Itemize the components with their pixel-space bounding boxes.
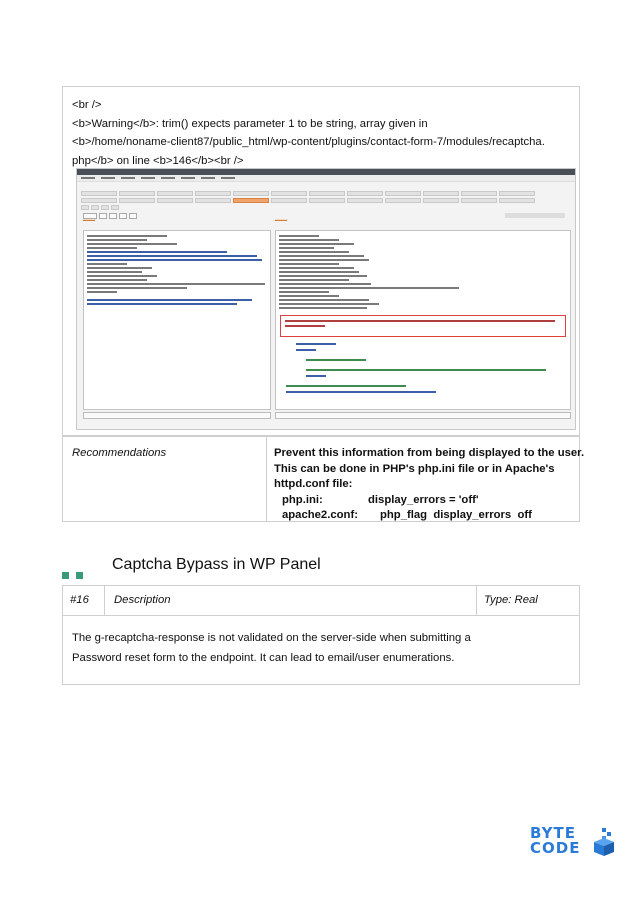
tool-tabs-row-1 <box>81 183 571 189</box>
error-line: <b>/home/noname-client87/public_html/wp-content/plugins/contact-form-7/modules/recaptcha. <box>72 136 545 148</box>
config-value: php_flag display_errors off <box>380 509 532 522</box>
bytecode-logo <box>530 826 620 862</box>
request-pane <box>83 230 271 410</box>
config-key: apache2.conf: <box>282 509 358 522</box>
burp-screenshot <box>76 168 576 430</box>
request-search <box>83 412 271 419</box>
recommendations-label: Recommendations <box>72 447 167 459</box>
table-divider <box>62 615 580 616</box>
logo-text: BYTE CODE <box>530 824 581 857</box>
recommendations-text <box>274 446 585 524</box>
square-icon <box>76 572 83 579</box>
config-line-php-ini <box>274 493 574 509</box>
description-line: Password reset form to the endpoint. It can lead to email/user enumerations. <box>72 652 455 664</box>
config-line-apache <box>274 508 574 524</box>
finding-type: Type: Real <box>484 594 538 606</box>
menu-bar <box>77 175 575 182</box>
repeater-tabs <box>81 197 121 203</box>
response-search <box>275 412 571 419</box>
table-divider <box>476 585 477 615</box>
request-pane-title: ▬▬▬ <box>83 217 95 222</box>
error-line: <b>Warning</b>: trim() expects parameter 1 to be string, array given in <box>72 117 428 130</box>
table-divider <box>266 436 267 522</box>
error-line: php</b> on line <b>146</b><br /> <box>72 154 244 167</box>
description-header: Description <box>114 594 171 606</box>
config-key: php.ini: <box>282 493 323 506</box>
tool-tabs-row-2 <box>81 190 571 196</box>
logo-cube-icon <box>592 828 614 856</box>
config-value: display_errors = 'off' <box>368 493 479 506</box>
highlighted-warning <box>280 315 566 337</box>
response-pane-title: ▬▬▬ <box>275 217 287 222</box>
error-output <box>72 96 577 170</box>
section-title: Captcha Bypass in WP Panel <box>112 556 321 573</box>
finding-number: #16 <box>70 594 89 606</box>
target-field <box>505 213 565 218</box>
table-divider <box>104 585 105 615</box>
recommendation-line: httpd.conf file: <box>274 478 353 491</box>
finding-description <box>72 628 577 668</box>
square-icon <box>62 572 69 579</box>
recommendation-line: Prevent this information from being displayed to the user. <box>274 447 585 459</box>
response-pane <box>275 230 571 410</box>
description-line: The g-recaptcha-response is not validated on the server-side when submitting a <box>72 632 471 644</box>
recommendation-line: This can be done in PHP's php.ini file or in Apache's <box>274 462 555 475</box>
error-line: <br /> <box>72 99 102 111</box>
section-bullet-icons <box>62 566 90 584</box>
